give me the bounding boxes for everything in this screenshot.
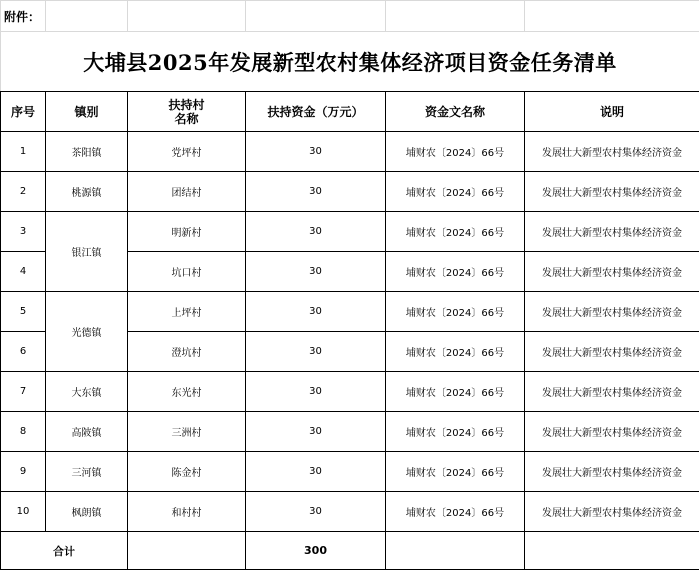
seq-cell: 3 [1, 212, 46, 252]
title-row [1, 32, 699, 92]
funds-cell: 30 [246, 292, 386, 332]
note-cell: 发展壮大新型农村集体经济资金 [525, 212, 699, 252]
village-cell: 上坪村 [128, 292, 246, 332]
town-cell: 茶阳镇 [46, 132, 128, 172]
table-row [1, 452, 699, 492]
col-header-village-line2: 名称 [174, 111, 199, 126]
doc-cell: 埔财农〔2024〕66号 [386, 212, 525, 252]
page-title: 大埔县2025年发展新型农村集体经济项目资金任务清单 [1, 32, 699, 92]
funds-cell: 30 [246, 252, 386, 292]
attachment-row [1, 1, 699, 32]
village-cell: 明新村 [128, 212, 246, 252]
col-header-town: 镇别 [46, 92, 128, 132]
table-row [1, 492, 699, 532]
funds-cell: 30 [246, 372, 386, 412]
seq-cell: 1 [1, 132, 46, 172]
table-row [1, 212, 699, 252]
table-row [1, 372, 699, 412]
note-cell: 发展壮大新型农村集体经济资金 [525, 132, 699, 172]
funds-cell: 30 [246, 132, 386, 172]
seq-cell: 4 [1, 252, 46, 292]
seq-cell: 6 [1, 332, 46, 372]
total-funds: 300 [246, 532, 386, 570]
note-cell: 发展壮大新型农村集体经济资金 [525, 452, 699, 492]
doc-cell: 埔财农〔2024〕66号 [386, 252, 525, 292]
doc-cell: 埔财农〔2024〕66号 [386, 132, 525, 172]
seq-cell: 8 [1, 412, 46, 452]
funds-cell: 30 [246, 492, 386, 532]
note-cell: 发展壮大新型农村集体经济资金 [525, 412, 699, 452]
town-cell: 光德镇 [46, 292, 128, 372]
doc-cell: 埔财农〔2024〕66号 [386, 492, 525, 532]
town-cell: 桃源镇 [46, 172, 128, 212]
seq-cell: 9 [1, 452, 46, 492]
note-cell: 发展壮大新型农村集体经济资金 [525, 372, 699, 412]
village-cell: 坑口村 [128, 252, 246, 292]
header-row [1, 92, 699, 132]
doc-cell: 埔财农〔2024〕66号 [386, 452, 525, 492]
town-cell: 大东镇 [46, 372, 128, 412]
village-cell: 澄坑村 [128, 332, 246, 372]
village-cell: 党坪村 [128, 132, 246, 172]
table-row [1, 412, 699, 452]
town-cell: 高陂镇 [46, 412, 128, 452]
village-cell: 团结村 [128, 172, 246, 212]
col-header-doc: 资金文名称 [386, 92, 525, 132]
note-cell: 发展壮大新型农村集体经济资金 [525, 172, 699, 212]
seq-cell: 5 [1, 292, 46, 332]
funds-cell: 30 [246, 412, 386, 452]
note-cell: 发展壮大新型农村集体经济资金 [525, 252, 699, 292]
seq-cell: 7 [1, 372, 46, 412]
funds-cell: 30 [246, 452, 386, 492]
town-cell: 枫朗镇 [46, 492, 128, 532]
funds-cell: 30 [246, 172, 386, 212]
doc-cell: 埔财农〔2024〕66号 [386, 292, 525, 332]
funds-cell: 30 [246, 332, 386, 372]
total-label: 合计 [1, 532, 128, 570]
table-row [1, 172, 699, 212]
attachment-label: 附件： [1, 1, 46, 32]
village-cell: 和村村 [128, 492, 246, 532]
table-row [1, 132, 699, 172]
doc-cell: 埔财农〔2024〕66号 [386, 172, 525, 212]
village-cell: 东光村 [128, 372, 246, 412]
doc-cell: 埔财农〔2024〕66号 [386, 372, 525, 412]
note-cell: 发展壮大新型农村集体经济资金 [525, 492, 699, 532]
note-cell: 发展壮大新型农村集体经济资金 [525, 332, 699, 372]
town-cell: 银江镇 [46, 212, 128, 292]
seq-cell: 10 [1, 492, 46, 532]
village-cell: 陈金村 [128, 452, 246, 492]
note-cell: 发展壮大新型农村集体经济资金 [525, 292, 699, 332]
total-row [1, 532, 699, 570]
table-row [1, 292, 699, 332]
village-cell: 三洲村 [128, 412, 246, 452]
doc-cell: 埔财农〔2024〕66号 [386, 332, 525, 372]
col-header-funds: 扶持资金（万元） [246, 92, 386, 132]
seq-cell: 2 [1, 172, 46, 212]
col-header-village [128, 92, 246, 132]
col-header-seq: 序号 [1, 92, 46, 132]
col-header-village-line1: 扶持村 [168, 97, 205, 112]
funds-cell: 30 [246, 212, 386, 252]
col-header-note: 说明 [525, 92, 699, 132]
town-cell: 三河镇 [46, 452, 128, 492]
doc-cell: 埔财农〔2024〕66号 [386, 412, 525, 452]
